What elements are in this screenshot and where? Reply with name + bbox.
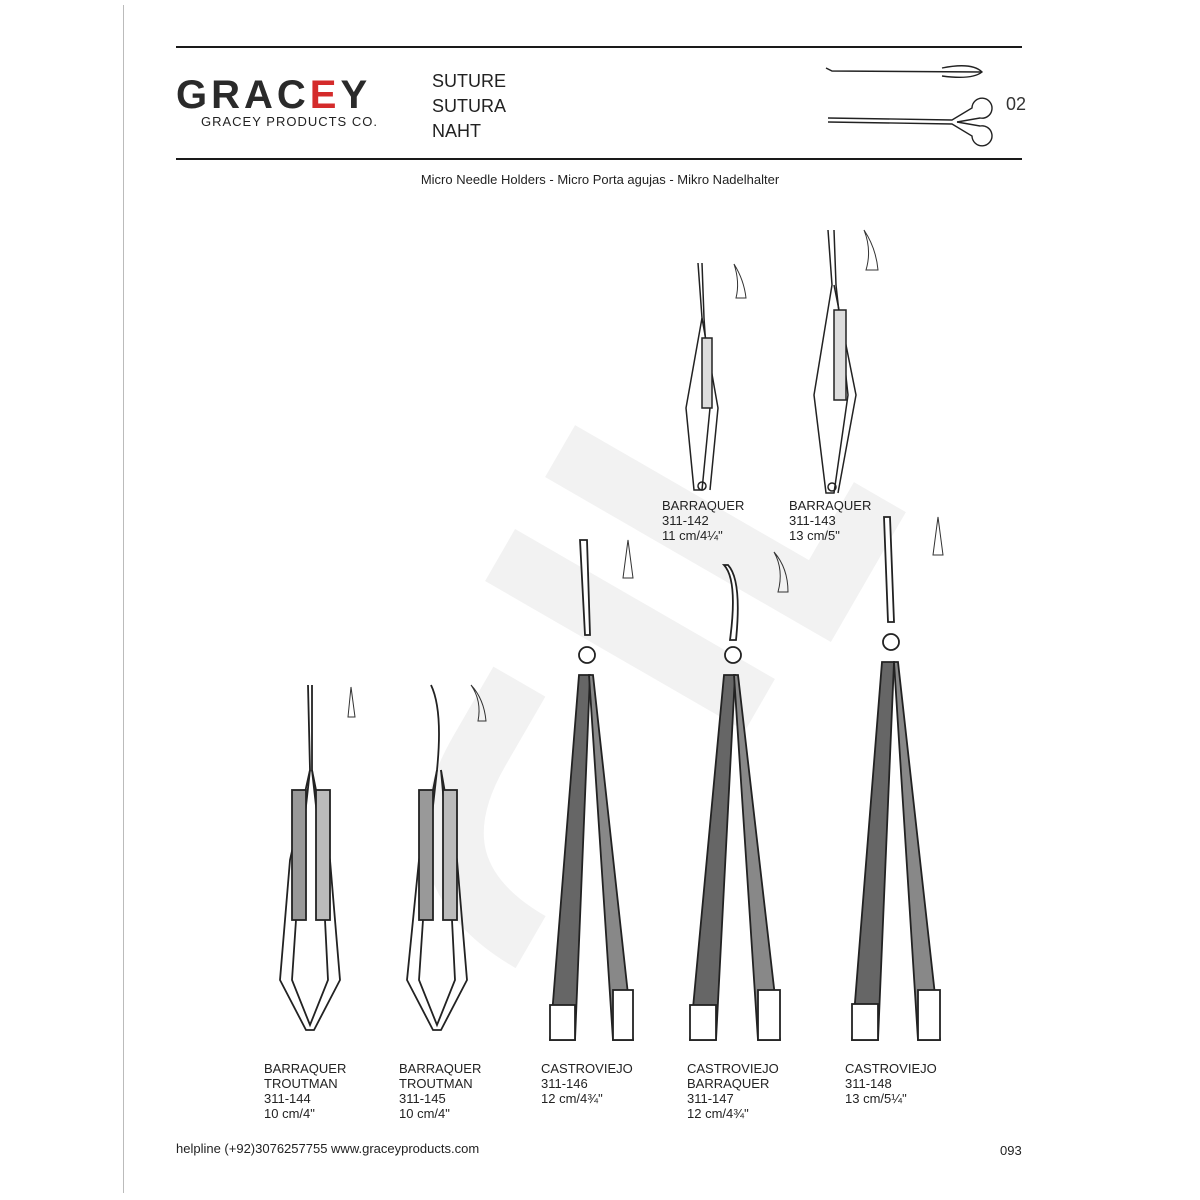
category-german: NAHT [432,121,481,141]
product-label-311-146: CASTROVIEJO 311-146 12 cm/4¾" [541,1061,633,1106]
instrument-311-144-image [270,680,350,1040]
header-instruments-image [822,58,992,150]
page-subtitle: Micro Needle Holders - Micro Porta agujas - Mikro Nadelhalter [420,172,780,187]
header-top-rule [176,46,1022,48]
tip-detail-311-147-image [770,550,792,594]
footer-helpline: helpline (+92)3076257755 www.graceyproducts.com [176,1141,480,1156]
category-spanish: SUTURA [432,96,507,116]
product-label-311-143: BARRAQUER 311-143 13 cm/5" [789,498,872,543]
section-number: 02 [1006,94,1027,114]
instrument-311-146-image [535,535,655,1050]
company-name: GRACEY PRODUCTS CO. [201,114,378,129]
tip-detail-311-142-image [730,262,750,300]
product-label-311-147: CASTROVIEJO BARRAQUER 311-147 12 cm/4¾" [687,1061,779,1121]
header-bottom-rule [176,158,1022,160]
product-label-311-145: BARRAQUER TROUTMAN 311-145 10 cm/4" [399,1061,482,1121]
brand-logo: GRACEY [176,73,372,117]
tip-detail-311-145-image [468,683,488,723]
instrument-311-147-image [680,560,800,1050]
tip-detail-311-146-image [620,538,636,580]
product-label-311-142: BARRAQUER 311-142 11 cm/4¼" [662,498,745,543]
footer-page-number: 093 [1000,1143,1022,1158]
product-label-311-144: BARRAQUER TROUTMAN 311-144 10 cm/4" [264,1061,347,1121]
instrument-311-145-image [395,680,475,1040]
tip-detail-311-144-image [345,685,359,719]
tip-detail-311-148-image [930,515,946,557]
tip-detail-311-143-image [860,228,882,272]
category-english: SUTURE [432,71,507,91]
product-label-311-148: CASTROVIEJO 311-148 13 cm/5¼" [845,1061,937,1106]
instrument-311-142-image [672,258,732,493]
instrument-311-148-image [840,512,960,1050]
